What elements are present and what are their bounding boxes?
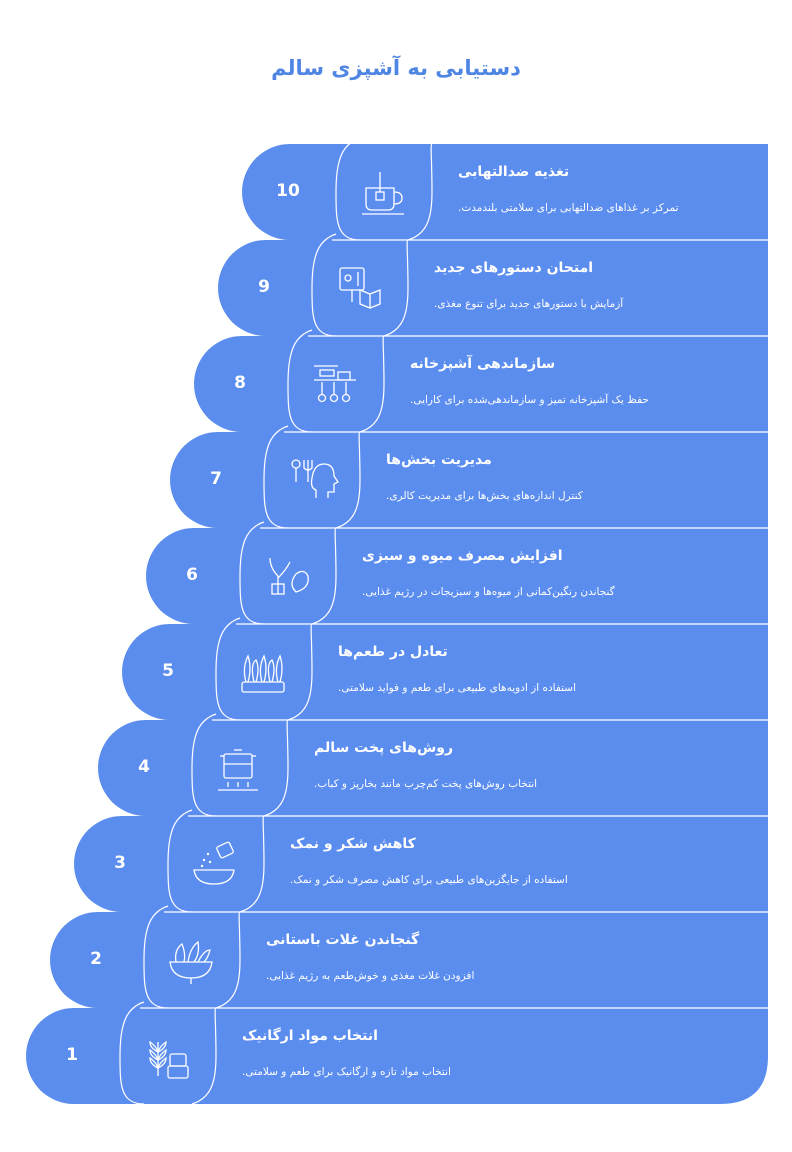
step-number: 10 xyxy=(276,181,300,201)
step-number: 8 xyxy=(234,373,246,393)
step-description: افزودن غلات مغذی و خوش‌طعم به رژیم غذایی. xyxy=(266,970,475,982)
step-title: گنجاندن غلات باستانی xyxy=(266,932,420,948)
step-title: روش‌های پخت سالم xyxy=(314,740,454,756)
step-number: 7 xyxy=(210,469,222,489)
step-2-band xyxy=(50,912,768,1008)
page-title: دستیابی به آشپزی سالم xyxy=(271,56,521,80)
step-title: تغذیه ضدالتهابی xyxy=(458,164,570,180)
step-title: مدیریت بخش‌ها xyxy=(386,452,492,468)
step-10-band xyxy=(242,144,768,240)
step-number: 5 xyxy=(162,661,174,681)
step-title: انتخاب مواد ارگانیک xyxy=(242,1028,378,1044)
step-number: 6 xyxy=(186,565,198,585)
step-description: تمرکز بر غذاهای ضدالتهابی برای سلامتی بلندمدت. xyxy=(458,202,679,214)
step-title: امتحان دستورهای جدید xyxy=(434,260,594,276)
step-7-band xyxy=(170,432,768,528)
step-description: استفاده از جایگزین‌های طبیعی برای کاهش مصرف شکر و نمک. xyxy=(290,874,568,886)
step-description: آزمایش با دستورهای جدید برای تنوع مغذی. xyxy=(434,298,624,310)
step-description: استفاده از ادویه‌های طبیعی برای طعم و فواید سلامتی. xyxy=(338,682,577,694)
step-title: تعادل در طعم‌ها xyxy=(338,644,448,660)
step-title: افزایش مصرف میوه و سبزی xyxy=(362,548,563,564)
step-8-band xyxy=(194,336,768,432)
step-number: 3 xyxy=(114,853,126,873)
step-description: انتخاب مواد تازه و ارگانیک برای طعم و سلامتی. xyxy=(242,1066,451,1078)
step-description: انتخاب روش‌های پخت کم‌چرب مانند بخارپز و کباب. xyxy=(314,778,538,790)
step-description: گنجاندن رنگین‌کمانی از میوه‌ها و سبزیجات در رژیم غذایی. xyxy=(362,586,615,598)
step-1-band xyxy=(26,1008,768,1104)
step-title: سازماندهی آشپزخانه xyxy=(410,356,556,372)
step-number: 1 xyxy=(66,1045,78,1065)
step-3-band xyxy=(74,816,768,912)
step-description: حفظ یک آشپزخانه تمیز و سازماندهی‌شده برای کارایی. xyxy=(410,394,649,406)
step-number: 9 xyxy=(258,277,270,297)
step-9-band xyxy=(218,240,768,336)
step-title: کاهش شکر و نمک xyxy=(290,836,416,852)
step-6-band xyxy=(146,528,768,624)
step-number: 2 xyxy=(90,949,102,969)
step-number: 4 xyxy=(138,757,150,777)
step-4-band xyxy=(98,720,768,816)
step-description: کنترل اندازه‌های بخش‌ها برای مدیریت کالری. xyxy=(386,490,583,502)
